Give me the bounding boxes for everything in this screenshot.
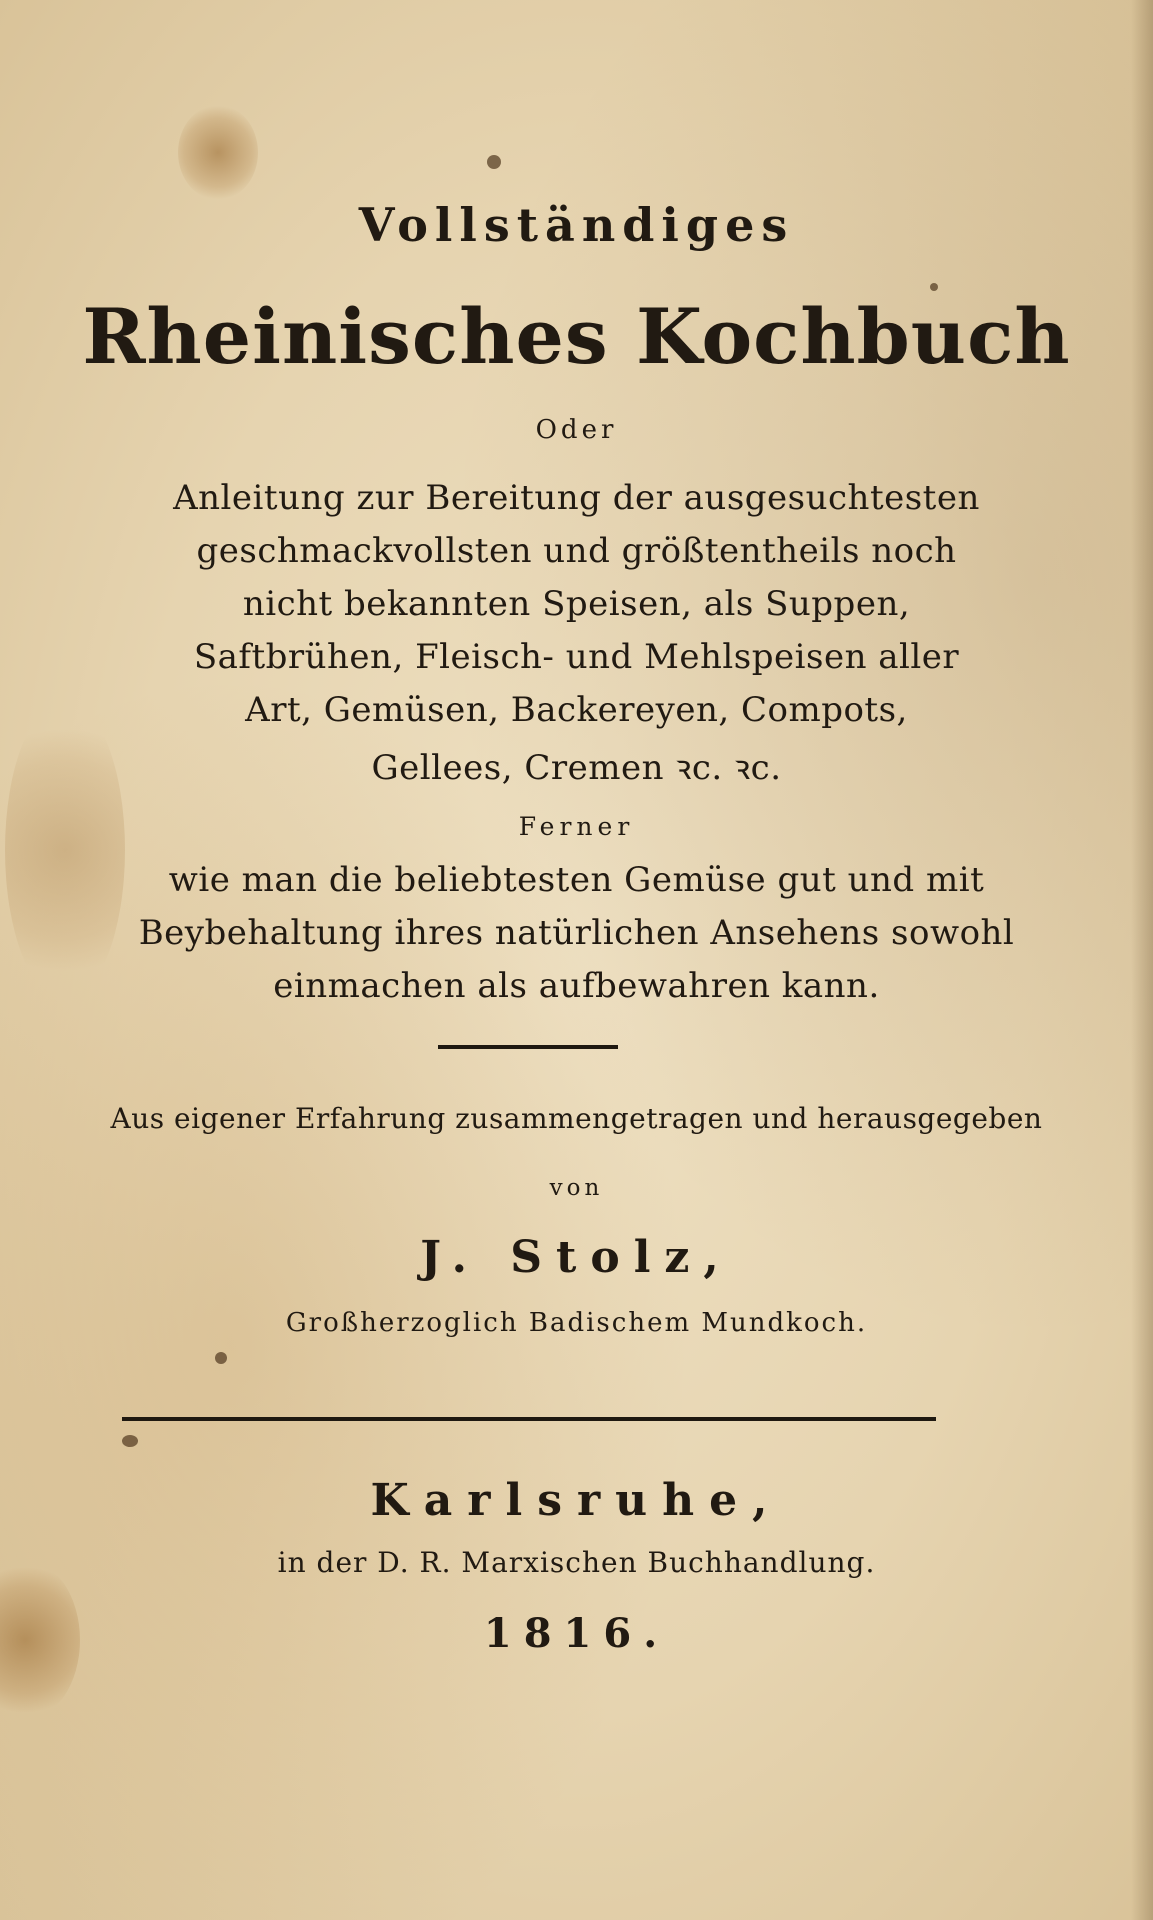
von-line: von [549,1175,604,1201]
connector-ferner: Ferner [518,812,635,841]
foxing-stain [178,105,258,200]
imprint-city: Karlsruhe, [370,1475,783,1526]
description-line: Gellees, Cremen ꝛc. ꝛc. [371,748,782,788]
preservation-line: Beybehaltung ihres natürlichen Ansehens sowohl [138,913,1015,953]
connector-oder: Oder [535,415,618,445]
imprint-year: 1816. [483,1610,670,1657]
imprint-publisher: in der D. R. Marxischen Buchhandlung. [277,1546,876,1579]
author-role: Großherzoglich Badischem Mundkoch. [285,1308,868,1338]
foxing-speck [122,1435,138,1447]
description-line: nicht bekannten Speisen, als Suppen, [242,584,911,624]
description-line: Art, Gemüsen, Backereyen, Compots, [245,690,908,730]
divider-long [122,1417,936,1421]
author-name: J. Stolz, [420,1232,733,1283]
foxing-speck [930,283,938,291]
title-line-2: Rheinisches Kochbuch [82,292,1071,381]
preservation-line: einmachen als aufbewahren kann. [273,966,880,1006]
divider-short [438,1045,618,1049]
attribution-line: Aus eigener Erfahrung zusammengetragen und herausgegeben [110,1102,1043,1135]
preservation-line: wie man die beliebtesten Gemüse gut und mit [168,860,985,900]
title-line-1: Vollständiges [358,198,795,252]
description-line: Anleitung zur Bereitung der ausgesuchtesten [173,478,980,518]
description-line: Saftbrühen, Fleisch- und Mehlspeisen aller [193,637,960,677]
foxing-speck [215,1352,227,1364]
description-line: geschmackvollsten und größtentheils noch [196,531,957,571]
foxing-speck [487,155,501,169]
